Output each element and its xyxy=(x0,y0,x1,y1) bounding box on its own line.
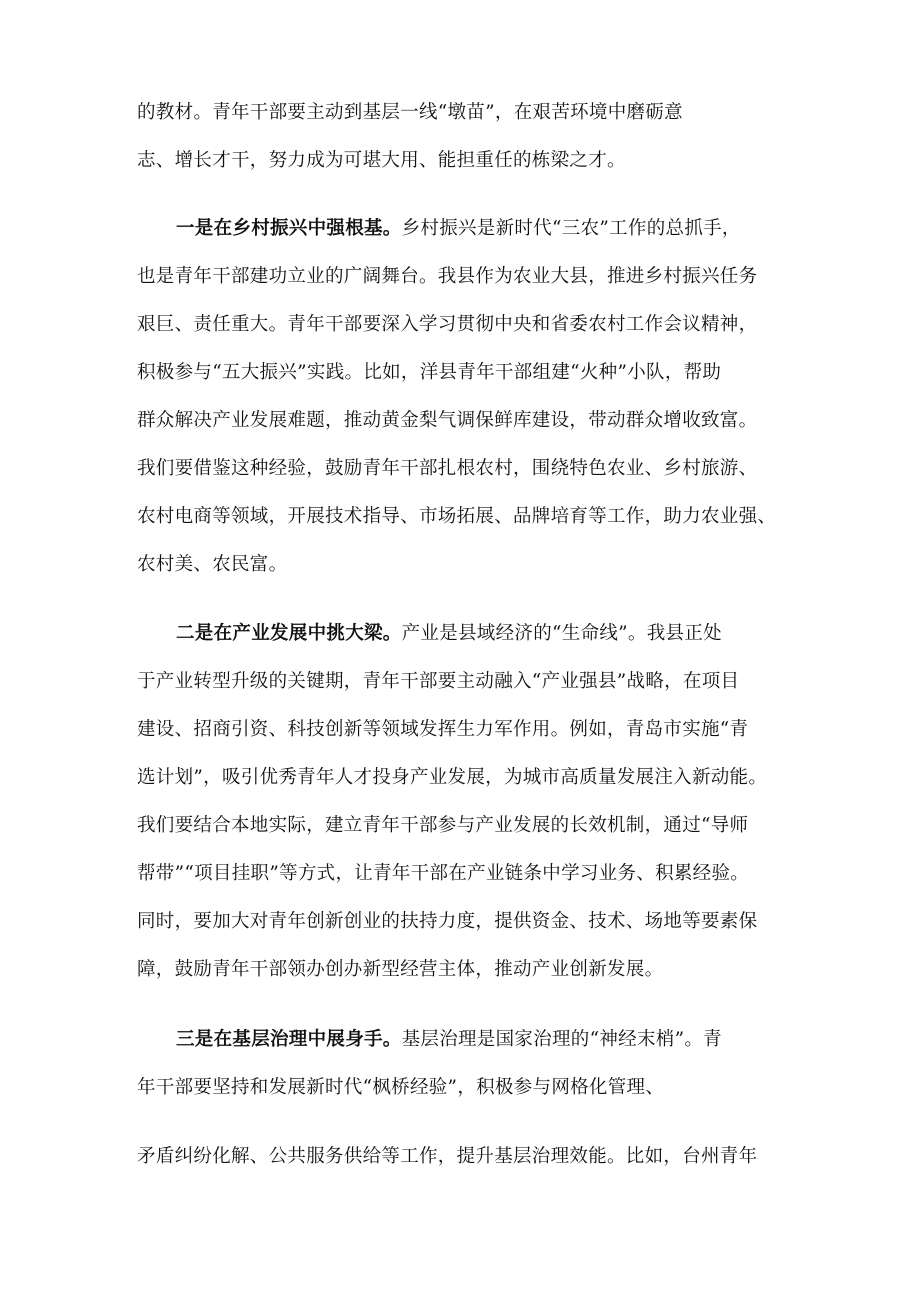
paragraph-line: 障，鼓励青年干部领办创办新型经营主体，推动产业创新发展。 xyxy=(137,959,664,980)
paragraph-line: 我们要结合本地实际，建立青年干部参与产业发展的长效机制，通过“导师 xyxy=(137,815,749,836)
paragraph-line: 同时，要加大对青年创新创业的扶持力度，提供资金、技术、场地等要素保 xyxy=(137,911,758,932)
paragraph-line: 帮带”“项目挂职”等方式，让青年干部在产业链条中学习业务、积累经验。 xyxy=(137,863,750,884)
section-first-line xyxy=(176,216,836,242)
paragraph-line: 艰巨、责任重大。青年干部要深入学习贯彻中央和省委农村工作会议精神， xyxy=(137,314,758,335)
paragraph-line: 的教材。青年干部要主动到基层一线“墩苗”，在艰苦环境中磨砺意 xyxy=(137,102,683,123)
paragraph-line: 建设、招商引资、科技创新等领域发挥生力军作用。例如，青岛市实施“青 xyxy=(137,719,749,740)
paragraph-line: 积极参与“五大振兴”实践。比如，洋县青年干部组建“火种”小队，帮助 xyxy=(137,362,722,383)
paragraph-line: 农村美、农民富。 xyxy=(137,554,288,575)
paragraph-line: 选计划”，吸引优秀青年人才投身产业发展，为城市高质量发展注入新动能。 xyxy=(137,767,768,788)
section-heading: 三是在基层治理中展身手。 xyxy=(176,1029,402,1050)
paragraph-line: 群众解决产业发展难题，推动黄金梨气调保鲜库建设，带动群众增收致富。 xyxy=(137,410,758,431)
paragraph-text: 产业是县域经济的“生命线”。我县正处 xyxy=(401,623,722,644)
section-first-line xyxy=(176,621,836,647)
paragraph-line: 农村电商等领域，开展技术指导、市场拓展、品牌培育等工作，助力农业强、 xyxy=(137,506,777,527)
paragraph-line: 志、增长才干，努力成为可堪大用、能担重任的栋梁之才。 xyxy=(137,150,626,171)
paragraph-text: 乡村振兴是新时代“三农”工作的总抓手， xyxy=(401,218,741,239)
paragraph-line: 矛盾纠纷化解、公共服务供给等工作，提升基层治理效能。比如，台州青年 xyxy=(137,1146,758,1167)
section-heading: 一是在乡村振兴中强根基。 xyxy=(176,218,402,239)
section-first-line xyxy=(176,1027,836,1053)
paragraph-line: 于产业转型升级的关键期，青年干部要主动融入“产业强县”战略，在项目 xyxy=(137,671,740,692)
paragraph-line: 我们要借鉴这种经验，鼓励青年干部扎根农村，围绕特色农业、乡村旅游、 xyxy=(137,458,758,479)
paragraph-line: 年干部要坚持和发展新时代“枫桥经验”，积极参与网格化管理、 xyxy=(137,1077,665,1098)
paragraph-line: 也是青年干部建功立业的广阔舞台。我县作为农业大县，推进乡村振兴任务 xyxy=(137,266,758,287)
section-heading: 二是在产业发展中挑大梁。 xyxy=(176,623,402,644)
paragraph-text: 基层治理是国家治理的“神经末梢”。青 xyxy=(401,1029,722,1050)
